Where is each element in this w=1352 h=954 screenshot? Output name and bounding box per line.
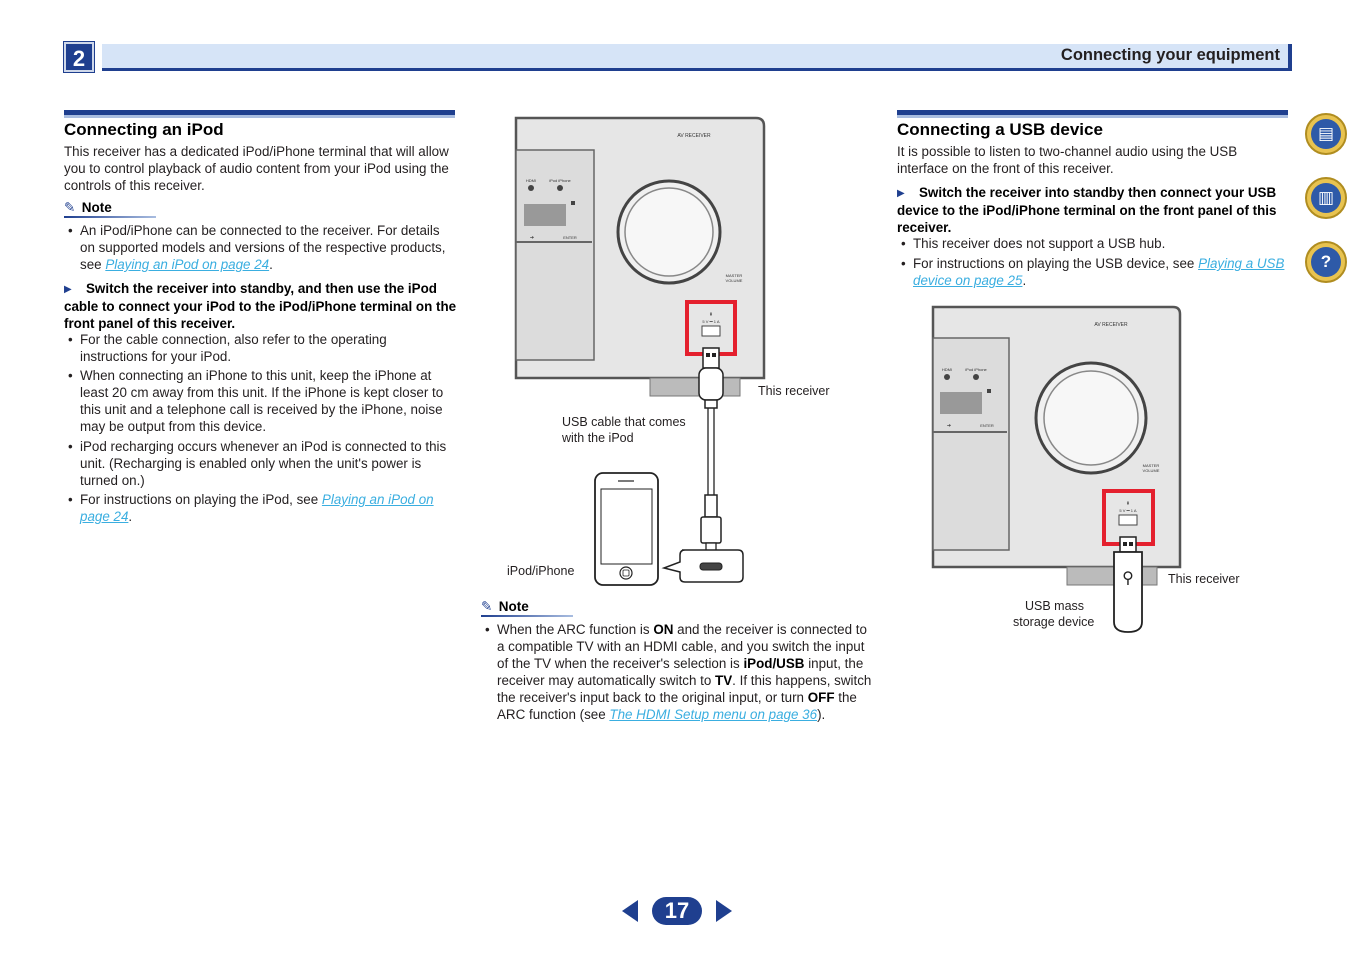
svg-text:MASTER: MASTER xyxy=(725,273,743,278)
link-playing-ipod-2[interactable]: Playing an iPod on page 24 xyxy=(80,492,434,524)
list-item: • This receiver does not support a USB hub. xyxy=(913,235,1291,252)
receiver-foot xyxy=(1067,567,1157,585)
step-arrow-icon: ▶ xyxy=(64,284,72,295)
pen-icon: ✎ xyxy=(481,599,493,614)
header-tick xyxy=(1288,44,1292,71)
svg-text:➔: ➔ xyxy=(529,235,535,241)
book-icon[interactable]: ▤ xyxy=(1305,113,1347,155)
list-item: • For the cable connection, also refer to the operating instructions for your iPod. xyxy=(80,331,458,365)
note-underline xyxy=(481,615,573,617)
remote-icon[interactable]: ▥ xyxy=(1305,177,1347,219)
header-rule xyxy=(102,68,1292,71)
link-playing-ipod[interactable]: Playing an iPod on page 24 xyxy=(105,257,270,272)
list-item: • An iPod/iPhone can be connected to the receiver. For details on supported models and versions of the respective products, see Playing an iPod on page 24. xyxy=(80,222,458,273)
note-underline xyxy=(64,216,156,218)
svg-text:VOLUME: VOLUME xyxy=(725,278,743,283)
arc-note: • When the ARC function is ON and the receiver is connected to a compatible TV with an HDMI cable, and you switch the input of the TV when the receiver's selection is iPod/USB input, the receiver may automatically switch to TV. If this happens, switch the receiver's input back to the original input, or turn OFF the ARC function (see The HDMI Setup menu on page 36). xyxy=(497,621,873,723)
svg-text:⇞: ⇞ xyxy=(1125,501,1131,507)
svg-text:5 V ⎓ 1 A: 5 V ⎓ 1 A xyxy=(702,319,720,324)
svg-text:HDMI: HDMI xyxy=(525,178,537,183)
list-item: • For instructions on playing the USB device, see Playing a USB device on page 25. xyxy=(913,255,1291,289)
chapter-title: Connecting your equipment xyxy=(1060,46,1280,64)
caption-usb-mass-1: USB mass xyxy=(1025,599,1085,613)
caption-usb-cable-2: with the iPod xyxy=(562,431,634,445)
svg-text:MASTER: MASTER xyxy=(1142,463,1160,468)
usb-intro: It is possible to listen to two-channel audio using the USB interface on the front of this receiver. xyxy=(897,144,1238,176)
caption-this-receiver: This receiver xyxy=(758,384,830,398)
ipod-connection-diagram xyxy=(500,110,880,595)
list-item: • When connecting an iPhone to this unit, keep the iPhone at least 20 cm away from this unit. If the iPhone is kept closer to this unit and a telephone call is received by the iPhone, noise may be output from this device. xyxy=(80,367,458,435)
usb-plug xyxy=(703,348,719,368)
display-window xyxy=(524,204,566,226)
link-playing-usb[interactable]: Playing a USB device on page 25 xyxy=(913,256,1285,288)
av-receiver-label: AV RECEIVER xyxy=(677,133,711,139)
note-heading: ✎ Note xyxy=(64,200,112,215)
pen-icon: ✎ xyxy=(64,200,76,215)
step-instruction: ▶ Switch the receiver into standby, and then use the iPod cable to connect your iPod to the iPod/iPhone terminal on the front panel of this receiver. xyxy=(64,281,457,331)
section-title-usb: Connecting a USB device xyxy=(897,120,1103,139)
svg-text:⇞: ⇞ xyxy=(708,312,714,318)
page-number: 17 xyxy=(652,897,702,925)
svg-text:iPod iPhone: iPod iPhone xyxy=(549,178,571,183)
caption-ipod-iphone: iPod/iPhone xyxy=(507,564,575,578)
note-heading: ✎ Note xyxy=(481,599,529,614)
section-rule xyxy=(897,110,1288,115)
next-page-icon[interactable] xyxy=(716,900,732,922)
svg-text:VOLUME: VOLUME xyxy=(1142,468,1160,473)
usb-symbol-icon: ⚲ xyxy=(1122,570,1134,587)
section-title-ipod: Connecting an iPod xyxy=(64,120,224,139)
receiver-foot xyxy=(650,378,740,396)
step-instruction: ▶ Switch the receiver into standby then connect your USB device to the iPod/iPhone terminal on the front panel of this receiver. xyxy=(897,185,1277,235)
list-item: • iPod recharging occurs whenever an iPod is connected to this unit. (Recharging is enabled only when the unit's power is turned on.) xyxy=(80,438,458,489)
previous-page-icon[interactable] xyxy=(622,900,638,922)
svg-text:iPod iPhone: iPod iPhone xyxy=(965,367,987,372)
caption-usb-cable-1: USB cable that comes xyxy=(562,415,686,429)
link-hdmi-setup[interactable]: The HDMI Setup menu on page 36 xyxy=(609,707,818,722)
caption-usb-mass-2: storage device xyxy=(1013,615,1095,629)
svg-text:HDMI: HDMI xyxy=(941,367,953,372)
svg-text:5 V ⎓ 1 A: 5 V ⎓ 1 A xyxy=(1119,508,1137,513)
svg-text:ENTER: ENTER xyxy=(980,423,994,428)
usb-connection-diagram xyxy=(925,300,1185,635)
ipod-intro: This receiver has a dedicated iPod/iPhone terminal that will allow you to control playback of audio content from your iPod using the controls of this receiver. xyxy=(64,144,449,193)
caption-this-receiver: This receiver xyxy=(1168,572,1240,586)
section-rule xyxy=(64,110,455,115)
help-icon[interactable]: ? xyxy=(1305,241,1347,283)
chapter-number: 2 xyxy=(64,42,94,72)
list-item: • For instructions on playing the iPod, see Playing an iPod on page 24. xyxy=(80,491,458,525)
step-arrow-icon: ▶ xyxy=(897,188,905,199)
usb-stick-body xyxy=(1114,552,1142,632)
svg-text:AV RECEIVER: AV RECEIVER xyxy=(1094,322,1128,328)
usb-stick-plug xyxy=(1120,537,1136,552)
svg-text:ENTER: ENTER xyxy=(563,235,577,240)
display-window xyxy=(940,392,982,414)
svg-text:➔: ➔ xyxy=(946,423,952,429)
